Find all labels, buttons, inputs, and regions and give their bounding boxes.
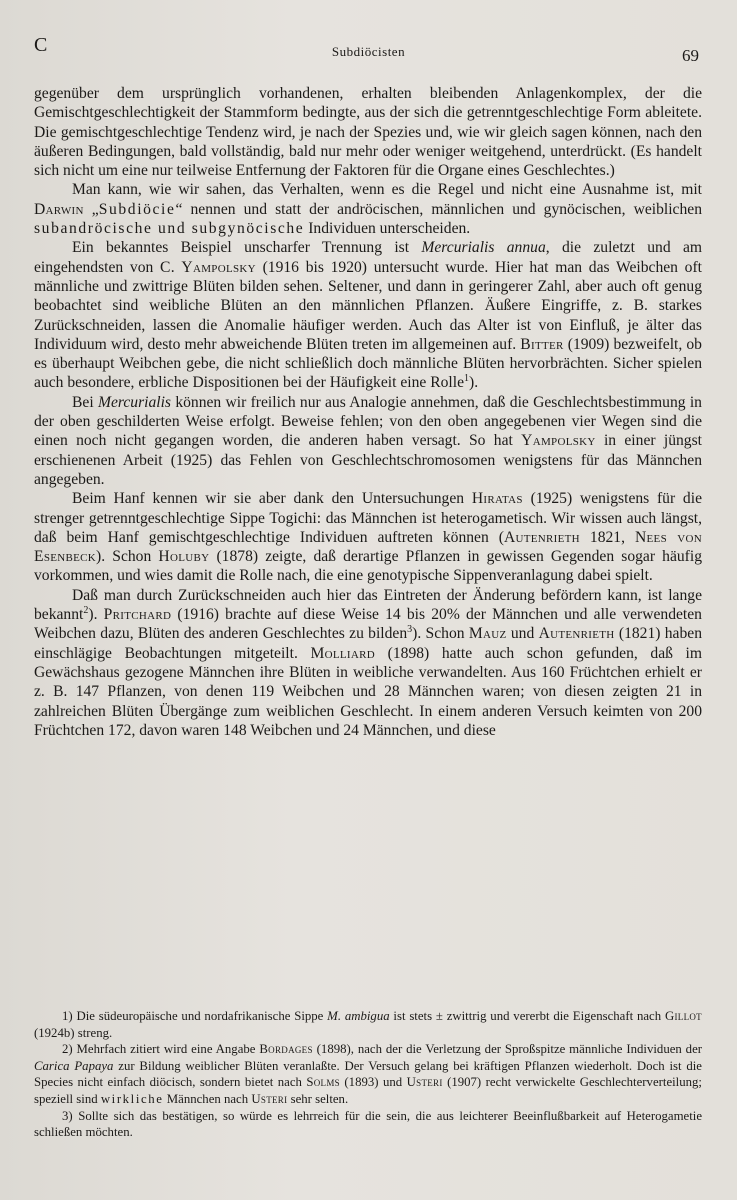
author-usteri-2: Usteri: [251, 1091, 288, 1106]
author-solms: Solms: [306, 1075, 340, 1090]
paragraph-6: Daß man durch Zurückschneiden auch hier das Eintreten der Änderung befördern kann, ist lange bekannt$^2$). Pritchard (1916) brachte auf diese Weise 14 bis 20% der Männchen und alle verwendeten Weibchen dazu, Blüten des anderen Geschlechtes zu bilden$^3$). Schon Mauz und Autenrieth (1821) haben einschlägige Beobachtungen mitgeteilt. Molliard (1898) hatte auch schon gefunden, daß im Gewächshaus gezogene Männchen ihre Blüten in weibliche verwandelten. Aus 160 Früchtchen erhielt er z. B. 147 Pflanzen, von denen 119 Weibchen und 28 Männchen waren; von diesen zeigten 21 in zahlreichen Blüten Übergänge zum weiblichen Geschlecht. In einem anderen Versuch keimten von 200 Früchtchen 172, davon waren 148 Weibchen und 24 Männchen, und diese: [34, 586, 702, 739]
footnote-species: M. ambigua: [327, 1009, 390, 1023]
author-hirata: Hiratas: [471, 490, 523, 508]
author-yampolsky-2: Yampolsky: [521, 432, 596, 450]
term-subandroecisch: subandröcische und subgynöcische: [34, 220, 305, 238]
paragraph-5: Beim Hanf kennen wir sie aber dank den Untersuchungen Hiratas (1925) wenigstens für die strenger getrenntgeschlechtige Sippe Togichi: das Männchen ist heterogametisch. Wir wissen auch längst, daß beim Hanf gemischtgeschlechtige Individuen auftreten können (Autenrieth 1821, Nees von Esenbeck). Schon Holuby (1878) zeigte, daß derartige Pflanzen in gewissen Gegenden sogar häufig vorkommen, und wies damit die Rolle nach, die eine genotypische Sippenveranlagung dabei spielt.: [34, 490, 702, 585]
author-molliard: Molliard: [310, 644, 376, 662]
footnote-1: 1) Die südeuropäische und nordafrikanische Sippe M. ambigua ist stets ± zwittrig und vererbt die Eigenschaft nach Gillot (1924b) streng.: [34, 1009, 702, 1040]
author-nees: Nees von Esenbeck: [34, 528, 702, 566]
author-bitter: Bitter: [520, 335, 564, 353]
running-title: Subdiöcisten: [331, 44, 406, 59]
paragraph-3: Ein bekanntes Beispiel unscharfer Trennung ist Mercurialis annua, die zuletzt und am eingehendsten von C. Yampolsky (1916 bis 1920) untersucht wurde. Hier hat man das Weibchen oft männliche und zwittrige Blüten bilden sehen. Seltener, und dann in geringerer Zahl, aber auch oft genug beobachtet sind weibliche Blüten an den männlichen Pflanzen. Äußere Eingriffe, z. B. starkes Zurückschneiden, lassen die Anomalie häufiger werden. Auch das Alter ist von Einfluß, je älter das Individuum wird, desto mehr abweichende Blüten treten im allgemeinen auf. Bitter (1909) bezweifelt, ob es überhaupt Weibchen gebe, die nicht schließlich doch männliche Blüten hervorbrächten. Sicher spielen auch besondere, erbliche Dispositionen bei der Häufigkeit eine Rolle$^1$).: [34, 239, 703, 392]
author-darwin: Darwin: [34, 200, 84, 218]
term-subdioecie: Subdiöcie: [98, 200, 176, 218]
term-wirkliche: wirkliche: [100, 1091, 164, 1106]
footnote-ref-3: 3: [407, 624, 413, 636]
author-pritchard: Pritchard: [103, 606, 172, 624]
author-yampolsky: C. Yampolsky: [160, 258, 256, 276]
species-name: Mercurialis annua: [421, 239, 546, 257]
paragraph-4: Bei Mercurialis können wir freilich nur aus Analogie annehmen, daß die Geschlechtsbestimmung in der oben geschilderten Weise erfolgt. Beweise fehlen; von den oben angegebenen vier Wegen sind die einen noch nicht gegangen worden, die anderen haben versagt. So hat Yampolsky in einer jüngst erschienenen Arbeit (1925) das Fehlen von Geschlechtschromosomen wenigstens für das Männchen angegeben.: [34, 393, 702, 488]
author-autenrieth: Autenrieth: [503, 528, 580, 546]
author-gillot: Gillot: [664, 1009, 702, 1023]
footnotes: [34, 1008, 702, 1141]
paragraph-1: gegenüber dem ursprünglich vorhandenen, erhalten bleibenden Anlagenkomplex, der die Gemischtgeschlechtigkeit der Stammform bedingte, aus der sich die getrenntgeschlechtige Form ableitete. Die gemischtgeschlechtige Tendenz wird, je nach der Spezies und, wie wir gleich sagen können, nach den äußeren Bedingungen, bald vollständig, bald nur mehr oder weniger weitgehend, unterdrückt. (Es handelt sich nicht um eine nur teilweise Entfernung der Faktoren für die Organe eines Geschlechtes.): [34, 85, 702, 180]
author-bordages: Bordages: [259, 1042, 313, 1057]
page-header: [34, 34, 703, 65]
signature-mark: C: [34, 34, 48, 56]
page-number: 69: [682, 46, 699, 65]
footnote-ref-1: 1: [464, 373, 469, 385]
footnote-2: 2) Mehrfach zitiert wird eine Angabe Bordages (1898), nach der die Verletzung der Sproßspitze männliche Individuen der Carica Papaya zur Bildung weiblicher Blüten veranlaßte. Der Versuch gelang bei kräftigen Pflanzen wiederholt. Doch ist die Species nicht einfach diöcisch, sondern bietet nach Solms (1893) und Usteri (1907) recht verwickelte Geschlechterverteilung; speziell sind wirkliche Männchen nach Usteri sehr selten.: [34, 1042, 703, 1106]
footnote-ref-2: 2: [83, 604, 89, 616]
footnote-species-2: Carica Papaya: [34, 1058, 114, 1073]
author-autenrieth-2: Autenrieth: [538, 625, 615, 643]
footnote-3: 3) Sollte sich das bestätigen, so würde es lehrreich für die sein, die aus leichterer Beeinflußbarkeit auf Heterogametie schließen möchten.: [34, 1108, 702, 1140]
body-text: [34, 84, 702, 740]
genus-name: Mercurialis: [97, 393, 172, 411]
author-mauz: Mauz: [468, 625, 507, 643]
paragraph-2: Man kann, wie wir sahen, das Verhalten, wenn es die Regel und nicht eine Ausnahme ist, mit Darwin „Subdiöcie“ nennen und statt der andröcischen, männlichen und gynöcischen, weiblichen subandröcische und subgynöcische Individuen unterscheiden.: [34, 181, 702, 238]
author-holuby: Holuby: [158, 548, 210, 566]
author-usteri: Usteri: [406, 1075, 443, 1090]
